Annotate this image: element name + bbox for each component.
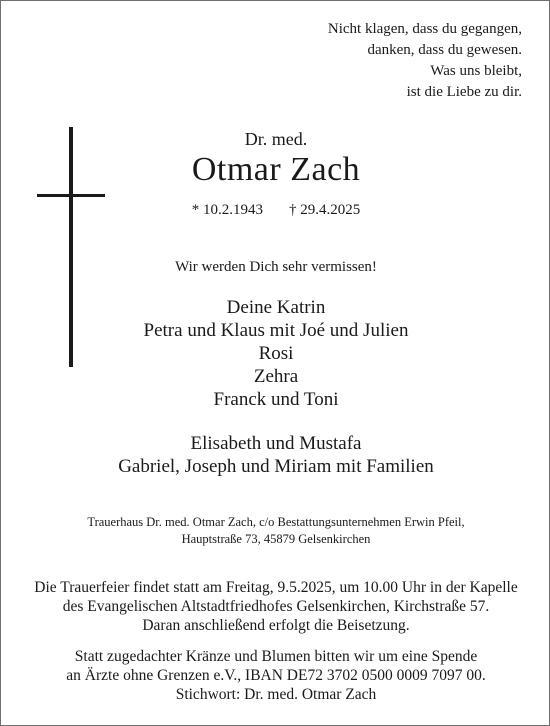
death-date: † 29.4.2025 bbox=[289, 202, 361, 218]
donation-line: Stichwort: Dr. med. Otmar Zach bbox=[175, 686, 377, 703]
donation-line: Statt zugedachter Kränze und Blumen bitten wir um eine Spende bbox=[74, 648, 478, 665]
poem-line: ist die Liebe zu dir. bbox=[406, 84, 522, 100]
mourner-line: Franck und Toni bbox=[213, 389, 339, 410]
funeral-line: des Evangelischen Altstadtfriedhofes Gelsenkirchen, Kirchstraße 57. bbox=[62, 598, 490, 615]
poem-line: Nicht klagen, dass du gegangen, bbox=[327, 21, 522, 37]
mourning-address bbox=[61, 514, 491, 548]
mourner-line: Elisabeth und Mustafa bbox=[190, 433, 362, 454]
mourner-line: Rosi bbox=[258, 343, 294, 364]
mourner-line: Petra und Klaus mit Joé und Julien bbox=[143, 320, 409, 341]
farewell-line: Wir werden Dich sehr vermissen! bbox=[175, 259, 377, 275]
family-group-2 bbox=[61, 432, 491, 478]
address-line: Hauptstraße 73, 45879 Gelsenkirchen bbox=[181, 532, 371, 546]
poem-line: danken, dass du gewesen. bbox=[367, 42, 522, 58]
academic-title: Dr. med. bbox=[244, 129, 308, 149]
address-line: Trauerhaus Dr. med. Otmar Zach, c/o Bestattungsunternehmen Erwin Pfeil, bbox=[87, 515, 465, 529]
birth-date: * 10.2.1943 bbox=[191, 202, 263, 218]
funeral-line: Die Trauerfeier findet statt am Freitag, 9.5.2025, um 10.00 Uhr in der Kapelle bbox=[34, 579, 518, 596]
family-group-1 bbox=[61, 296, 491, 411]
mourner-line: Zehra bbox=[253, 366, 299, 387]
cross-horizontal-bar bbox=[37, 194, 105, 197]
life-dates bbox=[61, 202, 491, 219]
donation-request bbox=[21, 647, 531, 704]
deceased-name: Otmar Zach bbox=[191, 151, 361, 188]
mourner-line: Gabriel, Joseph und Miriam mit Familien bbox=[118, 456, 434, 477]
poem-line: Was uns bleibt, bbox=[430, 63, 522, 79]
funeral-details bbox=[21, 578, 531, 635]
donation-line: an Ärzte ohne Grenzen e.V., IBAN DE72 3702 0500 0009 7097 00. bbox=[66, 667, 486, 684]
memorial-poem bbox=[328, 19, 522, 103]
funeral-line: Daran anschließend erfolgt die Beisetzung. bbox=[142, 617, 410, 634]
mourner-line: Deine Katrin bbox=[226, 297, 326, 318]
